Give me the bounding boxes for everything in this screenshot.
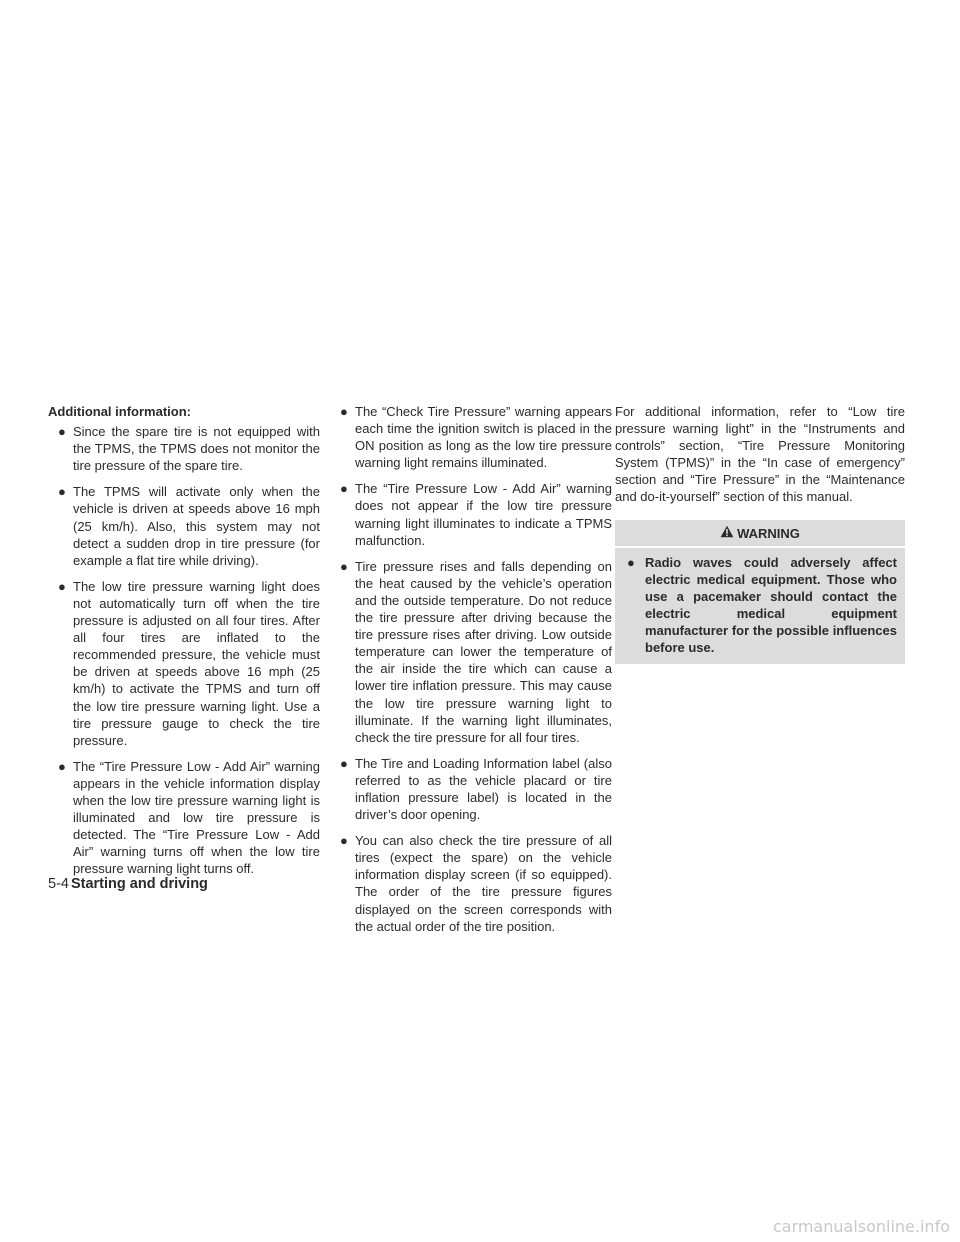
bullet-icon: ● <box>340 481 348 497</box>
bullet-icon: ● <box>58 484 66 500</box>
page-number: 5-4 <box>48 876 69 892</box>
list-item: ● You can also check the tire pressure of all tires (expect the spare) on the vehicle information display screen (if so equipped). The order of the tire pressure figures displayed on the screen corresponds with the actual order of the tire position. <box>340 833 612 934</box>
bullet-icon: ● <box>340 833 348 849</box>
warning-body <box>615 548 905 665</box>
warning-title: WARNING <box>737 525 800 541</box>
additional-info-heading: Additional information: <box>48 404 191 419</box>
bullet-icon: ● <box>58 578 66 594</box>
column-middle <box>330 403 612 944</box>
list-item: ● The TPMS will activate only when the vehicle is driven at speeds above 16 mph (25 km/h). Also, this system may not detect a sudden drop in tire pressure (for example a flat tire while driving). <box>58 484 320 568</box>
bullet-icon: ● <box>340 558 348 574</box>
list-item: ● The low tire pressure warning light does not automatically turn off when the tire pressure is adjusted on all four tires. After all four tires are inflated to the recommended pressure, the vehicle must be driven at speeds above 16 mph (25 km/h) to activate the TPMS and turn off the low tire pressure warning light. Use a tire pressure gauge to check the tire pressure. <box>58 578 320 748</box>
list-item: ● The “Check Tire Pressure” warning appears each time the ignition switch is placed in the ON position as long as the low tire pressure warning light remains illuminated. <box>340 404 612 471</box>
bullet-icon: ● <box>58 424 66 440</box>
list-item: ● Radio waves could adversely affect electric medical equipment. Those who use a pacemaker should contact the electric medical equipment manufacturer for the possible influences before use. <box>627 554 897 656</box>
column-right <box>615 403 905 664</box>
reference-paragraph: For additional information, refer to “Low tire pressure warning light” in the “Instruments and controls” section, “Tire Pressure Monitoring System (TPMS)” in the “In case of emergency” section and “Tire Pressure” in the “Maintenance and do-it-yourself” section of this manual. <box>615 404 905 505</box>
section-title: Starting and driving <box>70 876 208 892</box>
watermark: carmanualsonline.info <box>772 1217 950 1236</box>
bullet-icon: ● <box>340 404 348 419</box>
warning-box <box>615 520 905 665</box>
warning-triangle-icon <box>720 525 734 542</box>
list-item: ● The “Tire Pressure Low - Add Air” warning appears in the vehicle information display when the low tire pressure warning light is illuminated and low tire pressure is detected. The “Tire Pressure Low - Add Air” warning turns off when the low tire pressure warning light turns off. <box>58 758 320 877</box>
tpms-notes-list <box>330 403 612 935</box>
warning-header <box>615 520 905 548</box>
list-item: ● Since the spare tire is not equipped with the TPMS, the TPMS does not monitor the tire pressure of the spare tire. <box>58 424 320 474</box>
bullet-icon: ● <box>340 755 348 771</box>
warning-list <box>623 554 897 657</box>
list-item: ● The “Tire Pressure Low - Add Air” warning does not appear if the low tire pressure warning light illuminates to indicate a TPMS malfunction. <box>340 481 612 548</box>
page-footer <box>48 876 208 892</box>
bullet-icon: ● <box>58 758 66 774</box>
list-item: ● Tire pressure rises and falls depending on the heat caused by the vehicle’s operation and the outside temperature. Do not reduce the tire pressure after driving because the tire pressure rises after driving. Low outside temperature can lower the temperature of the air inside the tire which can cause a lower tire inflation pressure. This may cause the low tire pressure warning light to illuminate. If the warning light illuminates, check the tire pressure for all four tires. <box>340 558 612 745</box>
additional-info-list <box>48 423 320 877</box>
column-left <box>48 403 320 886</box>
bullet-icon: ● <box>627 554 635 570</box>
list-item: ● The Tire and Loading Information label (also referred to as the vehicle placard or tire inflation pressure label) is located in the driver’s door opening. <box>340 755 612 823</box>
